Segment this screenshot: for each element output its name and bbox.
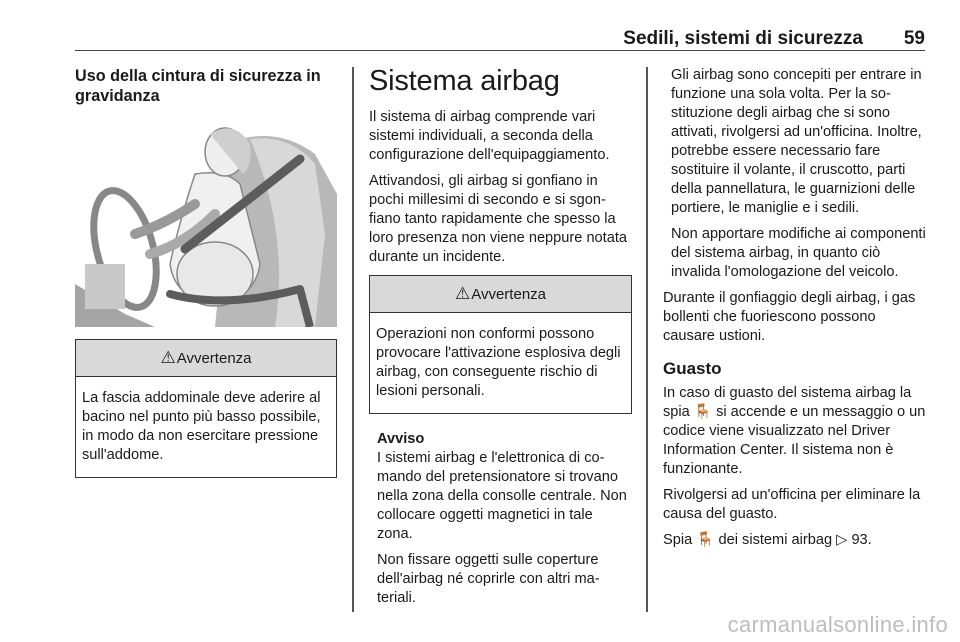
note-block-continued	[663, 66, 926, 282]
page-header	[75, 0, 925, 51]
warning-box	[369, 275, 632, 414]
warning-header	[370, 276, 631, 313]
column-right	[663, 66, 926, 557]
column-divider	[352, 67, 354, 612]
page-reference-icon: ▷	[836, 532, 848, 548]
warning-triangle-icon: ⚠	[454, 284, 471, 303]
warning-title: Avvertenza	[176, 349, 252, 367]
warning-text: La fascia addominale deve aderire al bacino nel punto più basso possibile, in modo da non esercitare pressione sull'addome.	[82, 390, 321, 463]
section-heading-fault: Guasto	[663, 359, 722, 378]
note-paragraph: I sistemi airbag e l'elettronica di comando del pretensionatore si trovano nella zona della consolle centrale. Non collocare oggetti magnetici in tale zona.	[377, 450, 627, 542]
airbag-warning-icon: 🪑	[693, 404, 713, 420]
column-middle	[369, 66, 632, 615]
paragraph: Durante il gonfiaggio degli airbag, i gas bollenti che fuoriescono possono causare ustioni.	[663, 290, 916, 344]
section-heading-pregnancy: Uso della cintura di sicurezza in gravidanza	[75, 67, 321, 105]
column-divider	[646, 67, 648, 612]
note-paragraph: Non fissare oggetti sulle coperture dell'airbag né coprirle con altri materiali.	[377, 552, 600, 606]
warning-box	[75, 339, 337, 478]
page-number: 59	[903, 28, 925, 49]
airbag-warning-icon: 🪑	[696, 532, 715, 548]
header-title: Sedili, sistemi di sicurezza	[623, 28, 863, 49]
warning-text: Operazioni non conformi possono provocare l'attivazione esplosiva degli airbag, con conseguente rischio di lesioni personali.	[376, 326, 621, 399]
warning-title: Avvertenza	[471, 285, 546, 303]
paragraph: Spia 🪑 dei sistemi airbag ▷ 93.	[663, 532, 872, 548]
note-title: Avviso	[377, 431, 425, 447]
pregnant-woman-seatbelt-illustration	[75, 114, 337, 327]
paragraph: Rivolgersi ad un'officina per eliminare la causa del guasto.	[663, 487, 921, 522]
paragraph: Il sistema di airbag comprende vari sistemi individuali, a seconda della configurazione dell'equipaggiamento.	[369, 109, 610, 163]
section-title-airbag: Sistema airbag	[369, 65, 560, 97]
column-left	[75, 66, 337, 478]
paragraph: In caso di guasto del sistema airbag la spia 🪑 si accende e un messaggio o un codice viene visualizzato nel Driver Information Center. Il sistema non è funzionante.	[663, 385, 926, 477]
watermark: carmanualsonline.info	[727, 612, 948, 637]
warning-triangle-icon: ⚠	[160, 348, 176, 367]
note-block	[369, 430, 632, 608]
paragraph: Attivandosi, gli airbag si gonfiano in pochi millesimi di secondo e si sgonfiano tanto rapidamente che spesso la loro presenza non viene neppure notata durante un incidente.	[369, 173, 628, 265]
note-paragraph: Gli airbag sono concepiti per entrare in funzione una sola volta. Per la sostituzione degli airbag che si sono attivati, rivolgersi ad un'officina. Inoltre, potrebbe essere necessario fare sostituire il volante, il cruscotto, parti della pannellatura, le guarnizioni delle portiere, le maniglie e i sedili.	[671, 67, 922, 216]
warning-header	[76, 340, 336, 377]
page-reference[interactable]: 93.	[851, 532, 872, 548]
note-paragraph: Non apportare modifiche ai componenti del sistema airbag, in quanto ciò invalida l'omologazione del veicolo.	[671, 226, 926, 280]
